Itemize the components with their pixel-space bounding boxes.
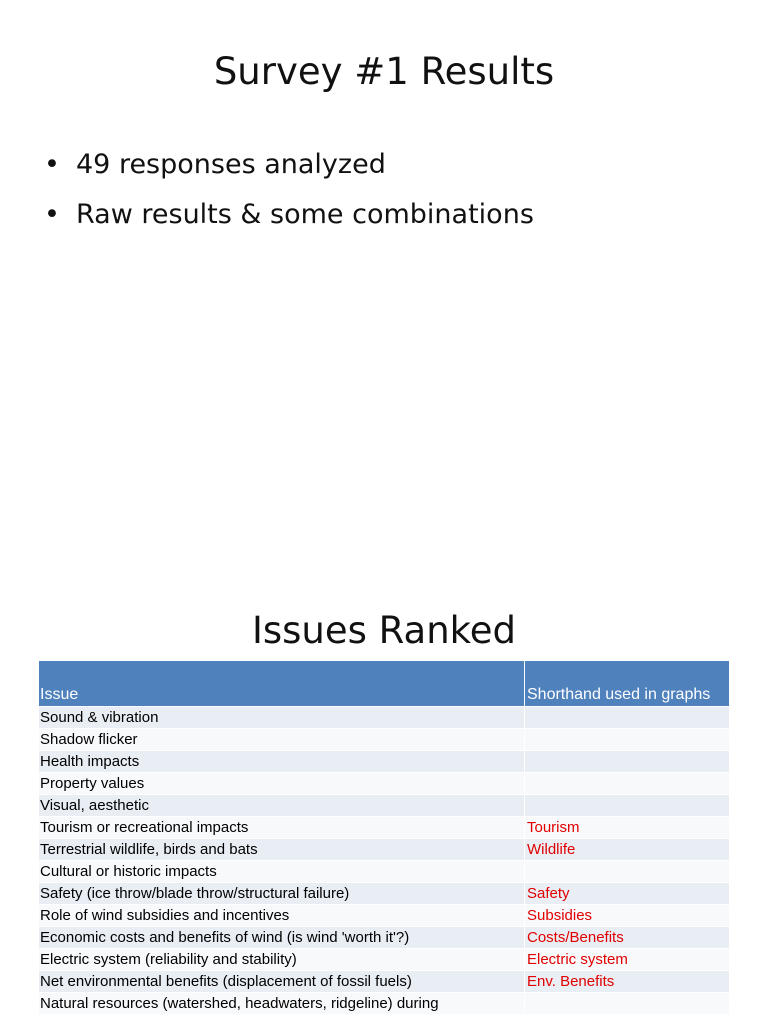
table-body [39, 707, 730, 1015]
bullet-list [44, 140, 534, 240]
bullet-text: 49 responses analyzed [76, 149, 386, 180]
issue-cell: Sound & vibration [39, 707, 525, 729]
shorthand-cell: Electric system [525, 949, 730, 971]
table-row [39, 861, 730, 883]
issue-cell: Electric system (reliability and stability) [39, 949, 525, 971]
table-row [39, 751, 730, 773]
table-row [39, 729, 730, 751]
table-row [39, 839, 730, 861]
shorthand-cell [525, 861, 730, 883]
table-row [39, 949, 730, 971]
header-shorthand: Shorthand used in graphs [525, 661, 730, 707]
shorthand-cell [525, 707, 730, 729]
issue-cell: Shadow flicker [39, 729, 525, 751]
shorthand-cell: Tourism [525, 817, 730, 839]
issue-cell: Health impacts [39, 751, 525, 773]
shorthand-cell [525, 751, 730, 773]
shorthand-cell: Safety [525, 883, 730, 905]
issue-cell: Safety (ice throw/blade throw/structural failure) [39, 883, 525, 905]
issue-cell: Role of wind subsidies and incentives [39, 905, 525, 927]
table-row [39, 707, 730, 729]
table-row [39, 883, 730, 905]
bullet-item [44, 190, 534, 240]
issue-cell: Natural resources (watershed, headwaters, ridgeline) during [39, 993, 525, 1015]
shorthand-cell: Env. Benefits [525, 971, 730, 993]
issue-cell: Property values [39, 773, 525, 795]
table-row [39, 927, 730, 949]
shorthand-cell [525, 993, 730, 1015]
issue-cell: Economic costs and benefits of wind (is wind 'worth it'?) [39, 927, 525, 949]
shorthand-cell [525, 729, 730, 751]
bullet-text: Raw results & some combinations [76, 199, 534, 230]
section-title: Issues Ranked [251, 609, 517, 652]
shorthand-cell [525, 795, 730, 817]
bullet-icon: • [44, 149, 60, 180]
shorthand-cell: Costs/Benefits [525, 927, 730, 949]
issue-cell: Tourism or recreational impacts [39, 817, 525, 839]
table-row [39, 993, 730, 1015]
slide-title: Survey #1 Results [213, 50, 555, 93]
table-header-row [39, 661, 730, 707]
shorthand-cell: Subsidies [525, 905, 730, 927]
issue-cell: Terrestrial wildlife, birds and bats [39, 839, 525, 861]
issue-cell: Cultural or historic impacts [39, 861, 525, 883]
issues-table [38, 660, 730, 1015]
table-row [39, 905, 730, 927]
table-row [39, 773, 730, 795]
shorthand-cell: Wildlife [525, 839, 730, 861]
issue-cell: Visual, aesthetic [39, 795, 525, 817]
bullet-item [44, 140, 534, 190]
bullet-icon: • [44, 199, 60, 230]
issue-cell: Net environmental benefits (displacement of fossil fuels) [39, 971, 525, 993]
shorthand-cell [525, 773, 730, 795]
table-row [39, 971, 730, 993]
header-issue: Issue [39, 661, 525, 707]
table-row [39, 795, 730, 817]
table-row [39, 817, 730, 839]
